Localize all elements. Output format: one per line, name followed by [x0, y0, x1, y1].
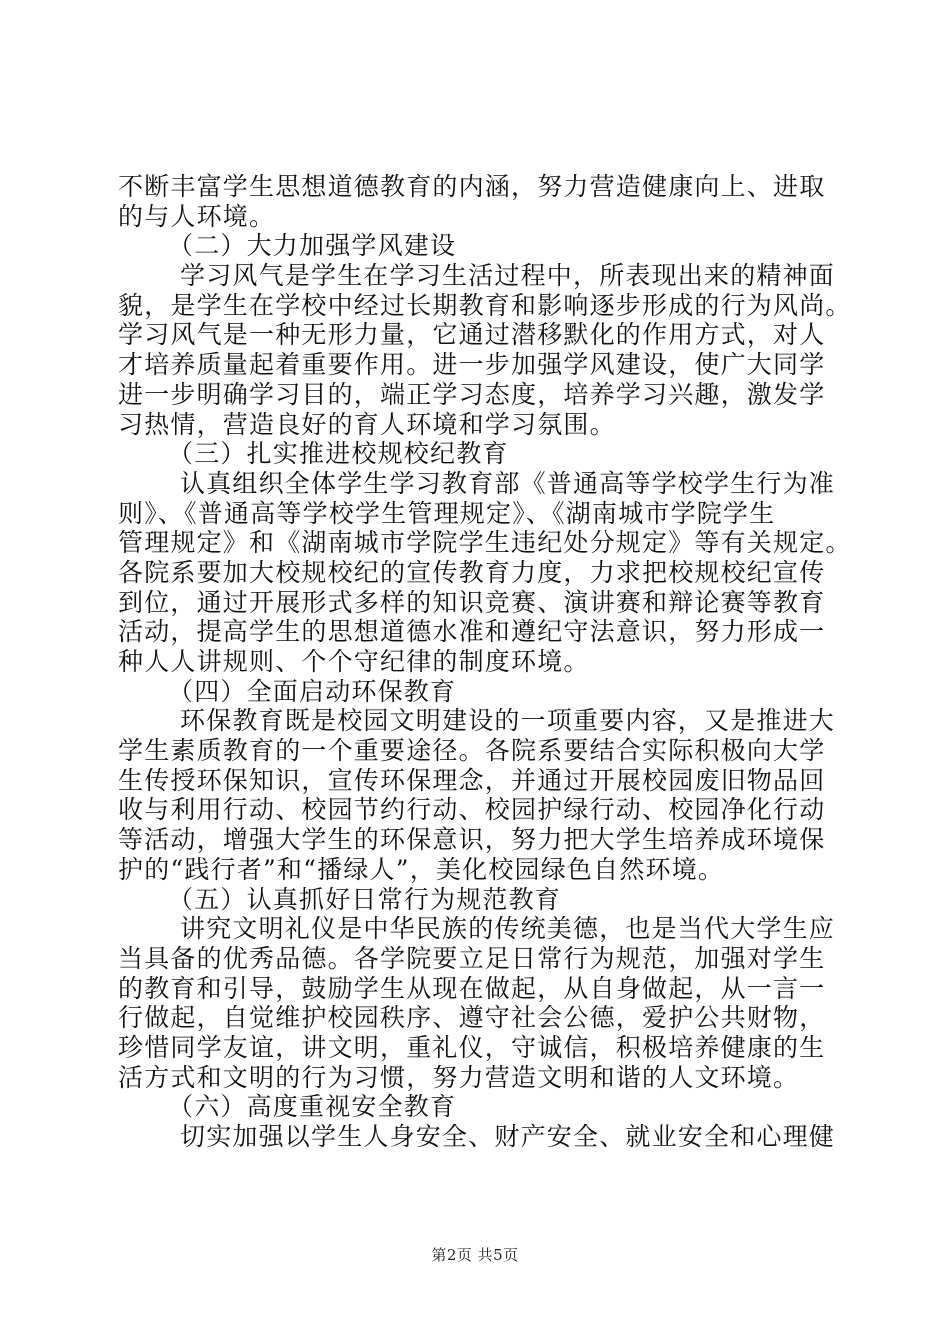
- text-line: 行做起，自觉维护校园秩序、遵守社会公德，爱护公共财物，: [118, 1003, 826, 1033]
- section-heading: （四）全面启动环保教育: [168, 676, 457, 706]
- text-line: 进一步明确学习目的，端正学习态度，培养学习兴趣，激发学: [118, 379, 826, 409]
- text-line: 生传授环保知识，宣传环保理念，并通过开展校园废旧物品回: [118, 765, 826, 795]
- text-line: 活方式和文明的行为习惯，努力营造文明和谐的人文环境。: [118, 1062, 800, 1092]
- text-line: 才培养质量起着重要作用。进一步加强学风建设，使广大同学: [118, 350, 826, 380]
- text-line: 学习风气是一种无形力量，它通过潜移默化的作用方式，对人: [118, 320, 826, 350]
- text-line: 的与人环境。: [118, 201, 276, 231]
- text-line: 活动，提高学生的思想道德水准和遵纪守法意识，努力形成一: [118, 617, 826, 647]
- section-heading: （二）大力加强学风建设: [168, 231, 457, 261]
- section-heading: （五）认真抓好日常行为规范教育: [168, 884, 562, 914]
- document-body: [118, 172, 852, 1152]
- text-line: 貌，是学生在学校中经过长期教育和影响逐步形成的行为风尚。: [118, 290, 852, 320]
- text-line: 学生素质教育的一个重要途径。各院系要结合实际积极向大学: [118, 736, 826, 766]
- text-line: 切实加强以学生人身安全、财产安全、就业安全和心理健: [180, 1122, 836, 1151]
- text-line: 习热情，营造良好的育人环境和学习氛围。: [118, 409, 616, 439]
- text-line: 讲究文明礼仪是中华民族的传统美德，也是当代大学生应: [180, 914, 836, 944]
- text-line: 各院系要加大校规校纪的宣传教育力度，力求把校规校纪宣传: [118, 557, 826, 587]
- text-line: 的教育和引导，鼓励学生从现在做起，从自身做起，从一言一: [118, 973, 826, 1003]
- section-heading: （六）高度重视安全教育: [168, 1092, 457, 1122]
- text-line: 学习风气是学生在学习生活过程中，所表现出来的精神面: [180, 261, 836, 291]
- text-line: 到位，通过开展形式多样的知识竞赛、演讲赛和辩论赛等教育: [118, 587, 826, 617]
- text-line: 护的“践行者”和“播绿人”，美化校园绿色自然环境。: [118, 854, 725, 884]
- text-line: 收与利用行动、校园节约行动、校园护绿行动、校园净化行动: [118, 795, 826, 825]
- text-line: 等活动，增强大学生的环保意识，努力把大学生培养成环境保: [118, 825, 826, 855]
- page-number-footer: 第2页 共5页: [431, 1246, 519, 1264]
- text-line: 当具备的优秀品德。各学院要立足日常行为规范，加强对学生: [118, 943, 826, 973]
- text-line: 管理规定》和《湖南城市学院学生违纪处分规定》等有关规定。: [118, 528, 852, 558]
- text-line: 不断丰富学生思想道德教育的内涵，努力营造健康向上、进取: [118, 172, 826, 201]
- text-line: 则》、《普通高等学校学生管理规定》、《湖南城市学院学生: [118, 498, 776, 528]
- text-line: 种人人讲规则、个个守纪律的制度环境。: [118, 647, 590, 676]
- section-heading: （三）扎实推进校规校纪教育: [168, 439, 509, 469]
- text-line: 环保教育既是校园文明建设的一项重要内容，又是推进大: [180, 706, 836, 736]
- text-line: 珍惜同学友谊，讲文明，重礼仪，守诚信，积极培养健康的生: [118, 1032, 826, 1062]
- text-line: 认真组织全体学生学习教育部《普通高等学校学生行为准: [180, 468, 836, 498]
